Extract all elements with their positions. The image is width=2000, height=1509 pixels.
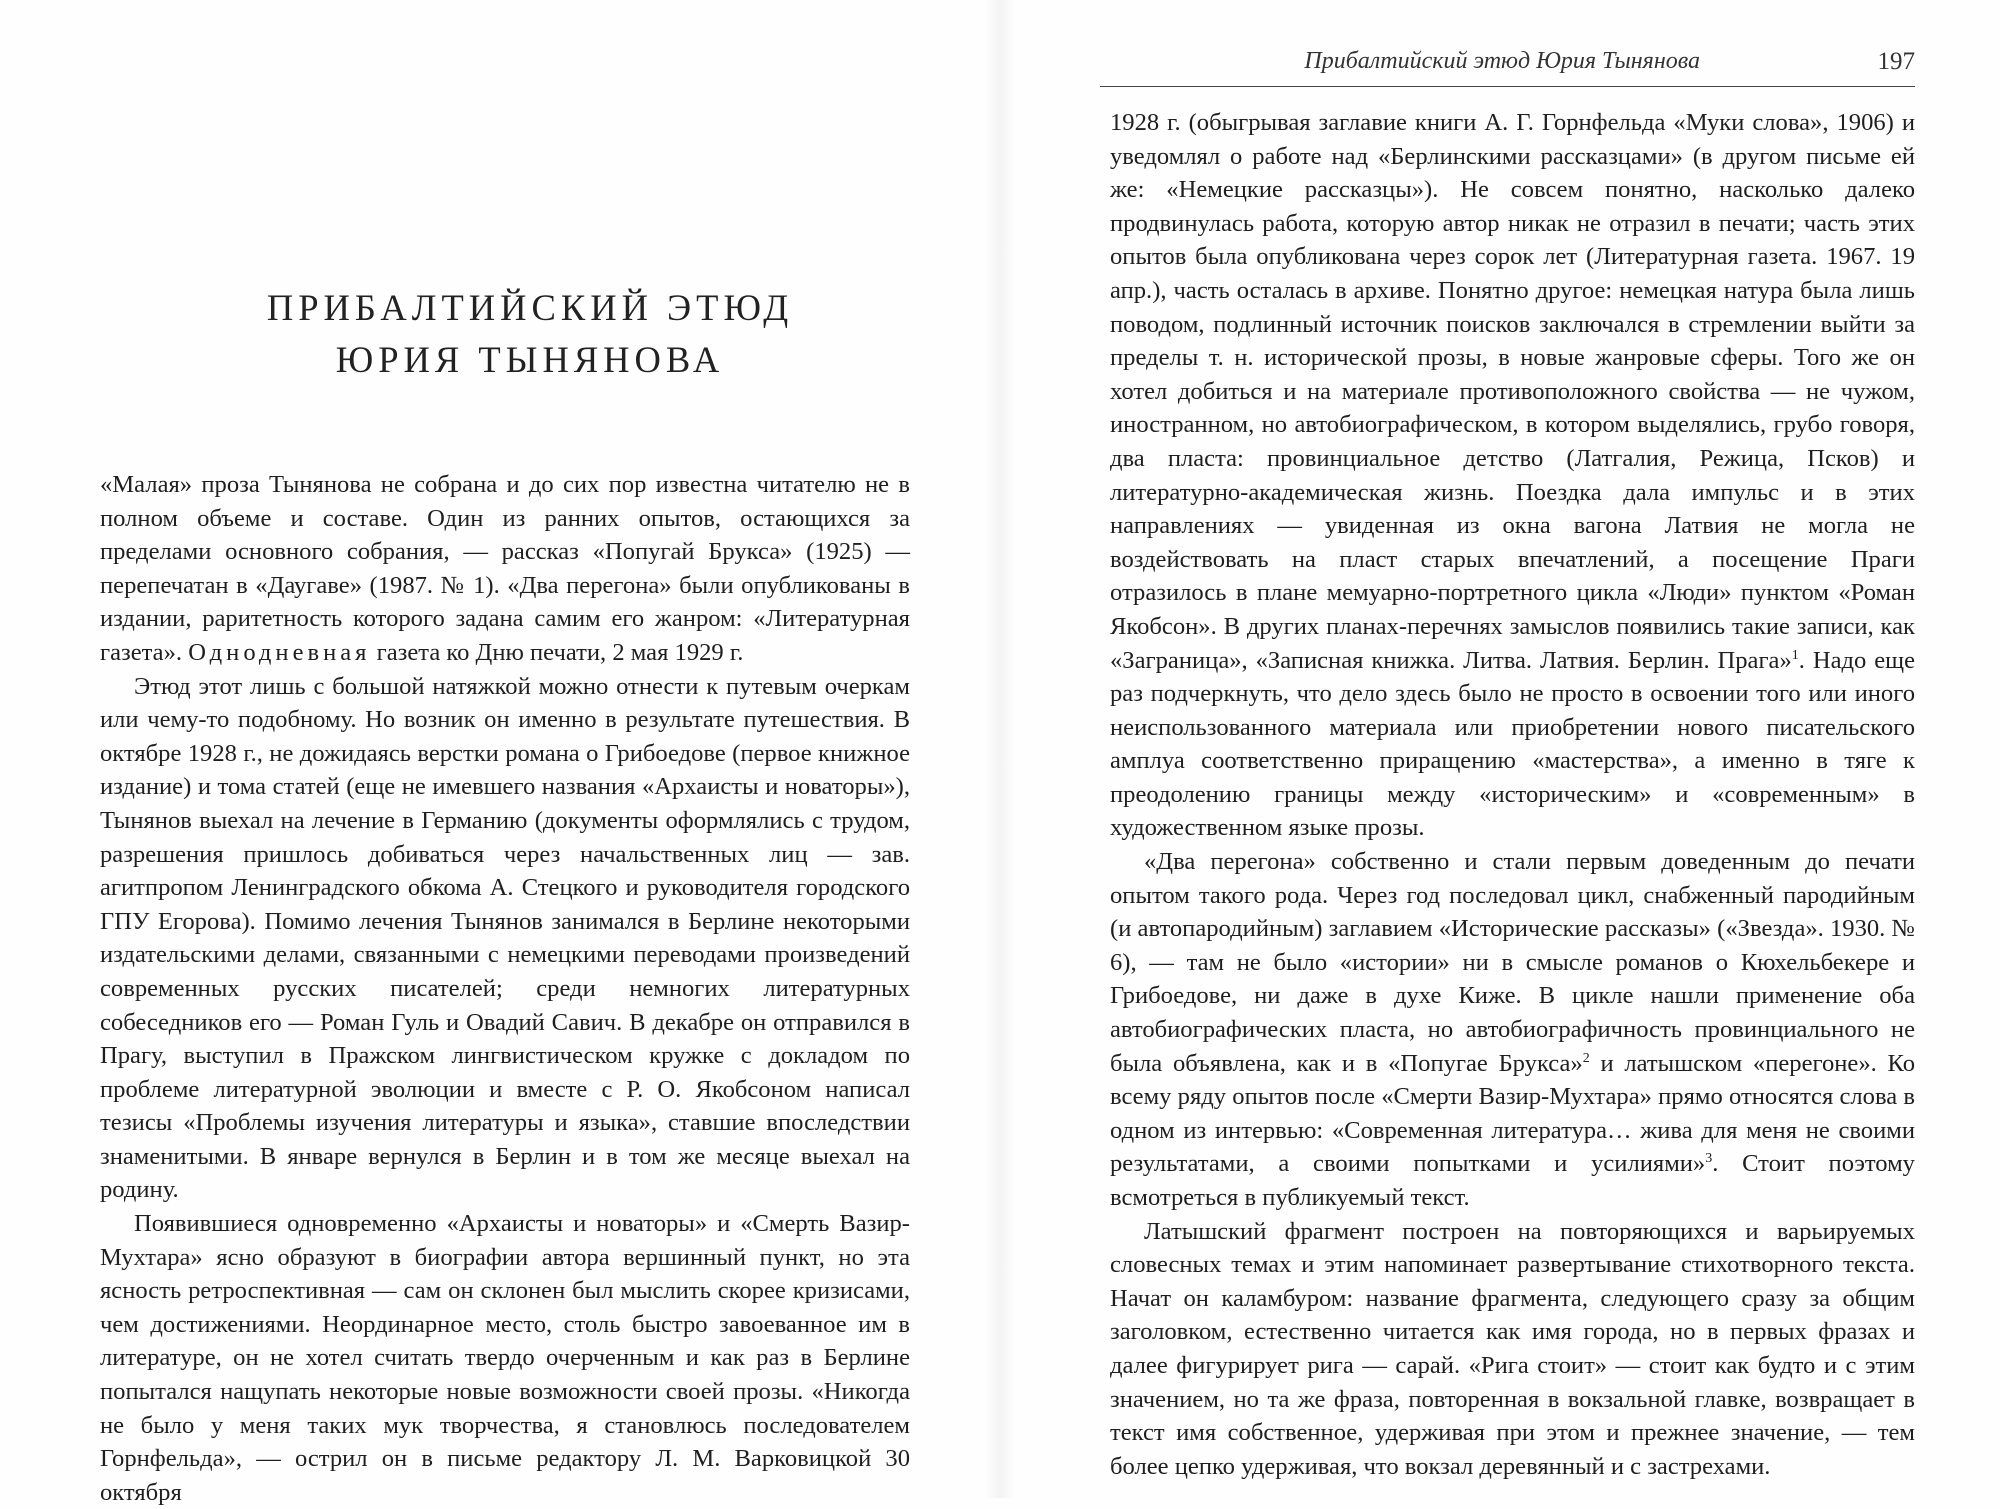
right-body-text [1110,106,1915,1483]
paragraph: Этюд этот лишь с большой натяжкой можно отнести к путевым очеркам или чему-то подобному. Но возник он именно в результате путешествия. В октябре 1928 г., не дожидаясь верстки романа о Грибоедове (первое книжное издание) и тома статей (еще не имевшего названия «Архаисты и новаторы»), Тынянов выехал на лечение в Германию (документы оформлялись с трудом, разрешения пришлось добиваться через начальственных лиц — зав. агитпропом Ленинградского обкома А. Стецкого и руководителя городского ГПУ Егорова). Помимо лечения Тынянов занимался в Берлине некоторыми издательскими делами, связанными с немецкими переводами произведений современных русских писателей; среди немногих литературных собеседников его — Роман Гуль и Овадий Савич. В декабре он отправился в Прагу, выступил в Пражском лингвистическом кружке с докладом по проблеме литературной эволюции и вместе с Р. О. Якобсоном написал тезисы «Проблемы изучения литературы и языка», ставшие впоследствии знаменитыми. В январе вернулся в Берлин и в том же месяце выехал на родину. [100,672,910,1204]
paragraph-text: 1928 г. (обыгрывая заглавие книги А. Г. Горнфельда «Муки слова», 1906) и уведомлял о работе над «Берлинскими рассказцами» (в другом письме ей же: «Немецкие рассказцы»). Не совсем понятно, насколько далеко продвинулась работа, которую автор никак не отразил в печати; часть этих опытов была опубликована через сорок лет (Литературная газета. 1967. 19 апр.), часть осталась в архиве. Понятно другое: немецкая натура была лишь поводом, подлинный источник поисков заключался в стремлении выйти за пределы т. н. исторической прозы, в новые жанровые сферы. Того же он хотел добиться и на материале противоположного свойства — не чужом, иностранном, но автобиографическом, в котором выделялись, грубо говоря, два пласта: провинциальное детство (Латгалия, Режица, Псков) и литературно-академическая жизнь. Поездка дала импульс и в этих направлениях — увиденная из окна вагона Латвия не могла не воздействовать на пласт старых впечатлений, а посещение Праги отразилось в плане мемуарно-портретного цикла «Люди» пунктом «Роман Якобсон». В других планах-перечнях замыслов появились такие записи, как «Заграница», «Записная книжка. Литва. Латвия. Берлин. Прага» [1110,109,1915,674]
chapter-title-line-1: ПРИБАЛТИЙСКИЙ ЭТЮД [266,287,794,328]
paragraph [1110,845,1915,1215]
footnote-marker: 3 [1705,1151,1713,1167]
paragraph-text: «Два перегона» собственно и стали первым доведенным до печати опытом такого рода. Через год последовал цикл, снабженный пародийным (и автопародийным) заглавием «Исторические рассказы» («Звезда». 1930. № 6), — там не было «истории» ни в смысле романов о Кюхельбекере и Грибоедове, ни даже в духе Киже. В цикле нашли применение оба автобиографических пласта, но автобиографичность провинциального не была объявлена, как и в «Попугае Брукса» [1110,848,1915,1077]
running-title: Прибалтийский этюд Юрия Тынянова [1304,48,1700,74]
paragraph-text: и латышском «перегоне». Ко всему ряду опытов после «Смерти Вазир-Мухтара» прямо относятся слова в одном из интервью: «Современная литература… жива для меня не своими результатами, а своими попытками и усилиями» [1110,1049,1915,1178]
paragraph-text: . Надо еще раз подчеркнуть, что дело здесь было не просто в освоении того или иного неиспользованного материала или приобретении нового писательского амплуа соответственно приращению «мастерства», а именно в тяге к преодолению границы между «историческим» и «современным» в художественном языке прозы. [1110,646,1915,842]
right-page [1000,0,2000,1498]
footnote-marker: 2 [1582,1050,1590,1066]
left-page [0,0,1000,1506]
left-body-text [100,468,910,1509]
paragraph: Появившиеся одновременно «Архаисты и новаторы» и «Смерть Вазир-Мухтара» ясно образуют в биографии автора вершинный пункт, но эта ясность ретроспективная — сам он склонен был мыслить скорее кризисами, чем достижениями. Неординарное место, столь быстро завоеванное им в литературе, он не хотел считать твердо очерченным и как раз в Берлине попытался нащупать некоторые новые возможности своей прозы. «Никогда не было у меня таких мук творчества, я становлюсь последователем Горнфельда», — острил он в письме редактору Л. М. Варковицкой 30 октября [100,1210,910,1506]
paragraph [100,468,910,670]
chapter-title [150,282,910,386]
paragraph: Латышский фрагмент построен на повторяющихся и варьируемых словесных темах и этим напоминает развертывание стихотворного текста. Начат он каламбуром: название фрагмента, следующего сразу за общим заголовком, естественно читается как имя города, но в первых фразах и далее фигурирует рига — сарай. «Рига стоит» — стоит как будто и с этим значением, но та же фраза, повторенная в вокзальной главке, возвращает в текст имя собственное, удерживая при этом и прежнее значение, — тем более цепко удерживая, что вокзал деревянный и с застрехами. [1110,1217,1915,1480]
footnote-marker: 1 [1791,647,1799,663]
spaced-emphasis: Однодневная [188,638,371,666]
paragraph-text: «Малая» проза Тынянова не собрана и до сих пор известна читателю не в полном объеме и составе. Один из ранних опытов, остающихся за пределами основного собрания, — рассказ «Попугай Брукса» (1925) — перепечатан в «Даугаве» (1987. № 1). «Два перегона» были опубликованы в издании, раритетность которого задана самим его жанром: «Литературная газета». [100,471,910,666]
chapter-title-line-2: ЮРИЯ ТЫНЯНОВА [335,339,725,380]
paragraph-text: газета ко Дню печати, 2 мая 1929 г. [376,638,744,666]
page-number: 197 [1877,48,1915,75]
paragraph-text: . Стоит поэтому всмотреться в публикуемый текст. [1110,1150,1915,1211]
paragraph [1110,106,1915,845]
